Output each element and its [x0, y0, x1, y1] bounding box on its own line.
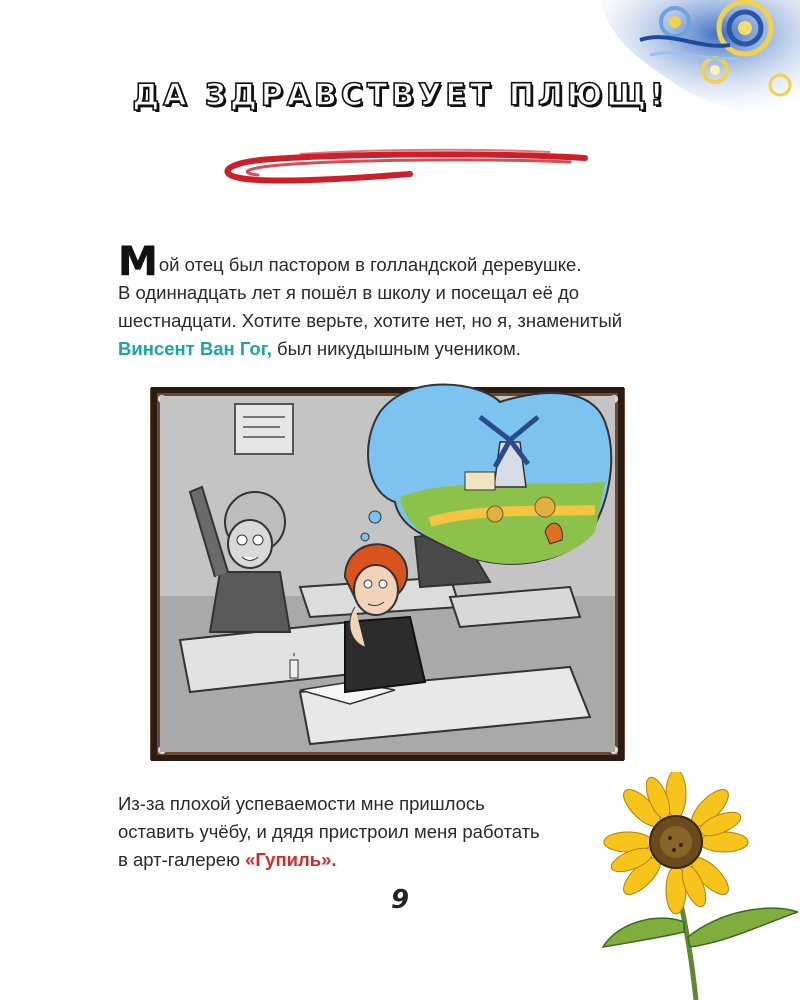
page-number: 9	[390, 885, 410, 915]
outcome-line-2: оставить учёбу, и дядя пристроил меня работать	[118, 821, 540, 842]
intro-line-3: шестнадцати. Хотите верьте, хотите нет, но я, знаменитый	[118, 310, 623, 331]
classroom-illustration	[150, 372, 625, 762]
sunflower-decoration	[598, 772, 798, 1000]
drop-cap: М	[118, 239, 158, 285]
outcome-paragraph	[118, 790, 598, 874]
page-title: ДА ЗДРАВСТВУЕТ ПЛЮЩ!	[132, 78, 668, 113]
highlight-gallery: «Гупиль».	[245, 849, 337, 870]
intro-line-2: В одиннадцать лет я пошёл в школу и посещал её до	[118, 282, 580, 303]
highlight-name: Винсент Ван Гог,	[118, 338, 272, 359]
intro-line-1: ой отец был пастором в голландской деревушке.	[158, 254, 582, 275]
intro-paragraph	[118, 239, 698, 363]
brush-swoosh-divider	[210, 140, 590, 190]
outcome-line-3: в арт-галерею	[118, 849, 246, 870]
intro-line-4: был никудышным учеником.	[271, 338, 521, 359]
outcome-line-1: Из-за плохой успеваемости мне пришлось	[118, 793, 485, 814]
